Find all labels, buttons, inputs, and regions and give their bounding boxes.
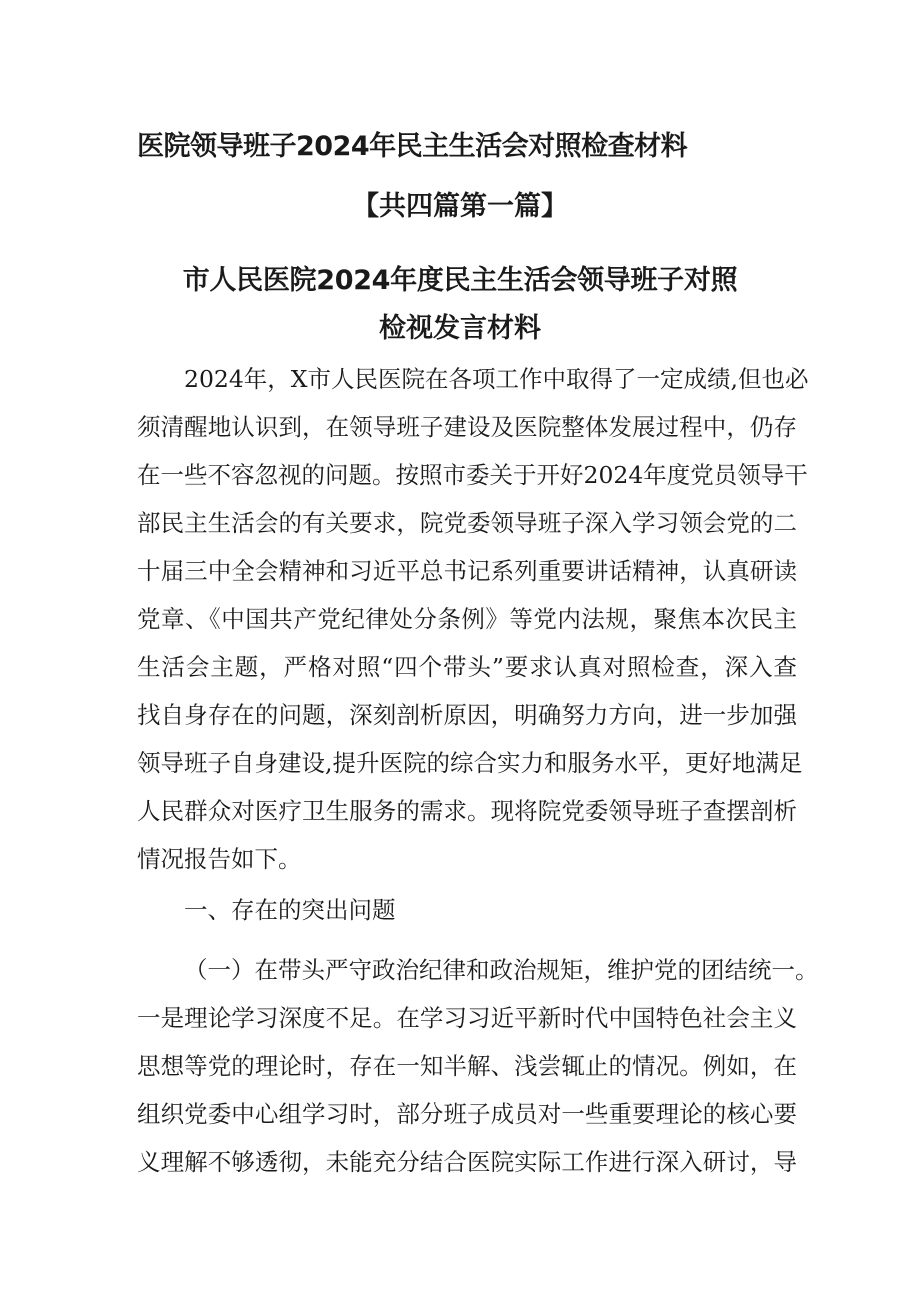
paragraph-line: 十届三中全会精神和习近平总书记系列重要讲话精神，认真研读 bbox=[137, 557, 797, 585]
paragraph-line: 领导班子自身建设,提升医院的综合实力和服务水平，更好地满足 bbox=[137, 749, 803, 777]
paragraph-line: 思想等党的理论时，存在一知半解、浅尝辄止的情况。例如，在 bbox=[137, 1052, 797, 1080]
subtitle-line-1: 市人民医院2024年度民主生活会领导班子对照 bbox=[182, 265, 738, 296]
document-title: 医院领导班子2024年民主生活会对照检查材料 bbox=[137, 131, 688, 162]
intro-paragraph bbox=[137, 355, 809, 883]
paragraph-line: 组织党委中心组学习时，部分班子成员对一些重要理论的核心要 bbox=[137, 1100, 797, 1128]
paragraph-line: 在一些不容忽视的问题。按照市委关于开好2024年度党员领导干 bbox=[137, 461, 808, 489]
subtitle-line-2: 检视发言材料 bbox=[379, 313, 541, 344]
paragraph-line: 一是理论学习深度不足。在学习习近平新时代中国特色社会主义 bbox=[137, 1004, 797, 1032]
paragraph-line: 部民主生活会的有关要求，院党委领导班子深入学习领会党的二 bbox=[137, 509, 797, 537]
paragraph-line: 义理解不够透彻，未能充分结合医院实际工作进行深入研讨，导 bbox=[137, 1148, 797, 1176]
paragraph-line: 党章、《中国共产党纪律处分条例》等党内法规，聚焦本次民主 bbox=[137, 605, 797, 633]
section-1-paragraph bbox=[137, 946, 819, 1186]
paragraph-line: 2024年，X市人民医院在各项工作中取得了一定成绩,但也必 bbox=[184, 365, 809, 393]
paragraph-line: （一）在带头严守政治纪律和政治规矩，维护党的团结统一。 bbox=[184, 956, 819, 984]
section-heading: 一、存在的突出问题 bbox=[184, 896, 396, 924]
series-label: 【共四篇第一篇】 bbox=[352, 191, 568, 222]
paragraph-line: 人民群众对医疗卫生服务的需求。现将院党委领导班子查摆剖析 bbox=[137, 797, 797, 825]
paragraph-line: 情况报告如下。 bbox=[137, 845, 302, 873]
paragraph-line: 须清醒地认识到，在领导班子建设及医院整体发展过程中，仍存 bbox=[137, 413, 797, 441]
paragraph-line: 生活会主题，严格对照“四个带头”要求认真对照检查，深入查 bbox=[137, 653, 797, 681]
paragraph-line: 找自身存在的问题，深刻剖析原因，明确努力方向，进一步加强 bbox=[137, 701, 797, 729]
